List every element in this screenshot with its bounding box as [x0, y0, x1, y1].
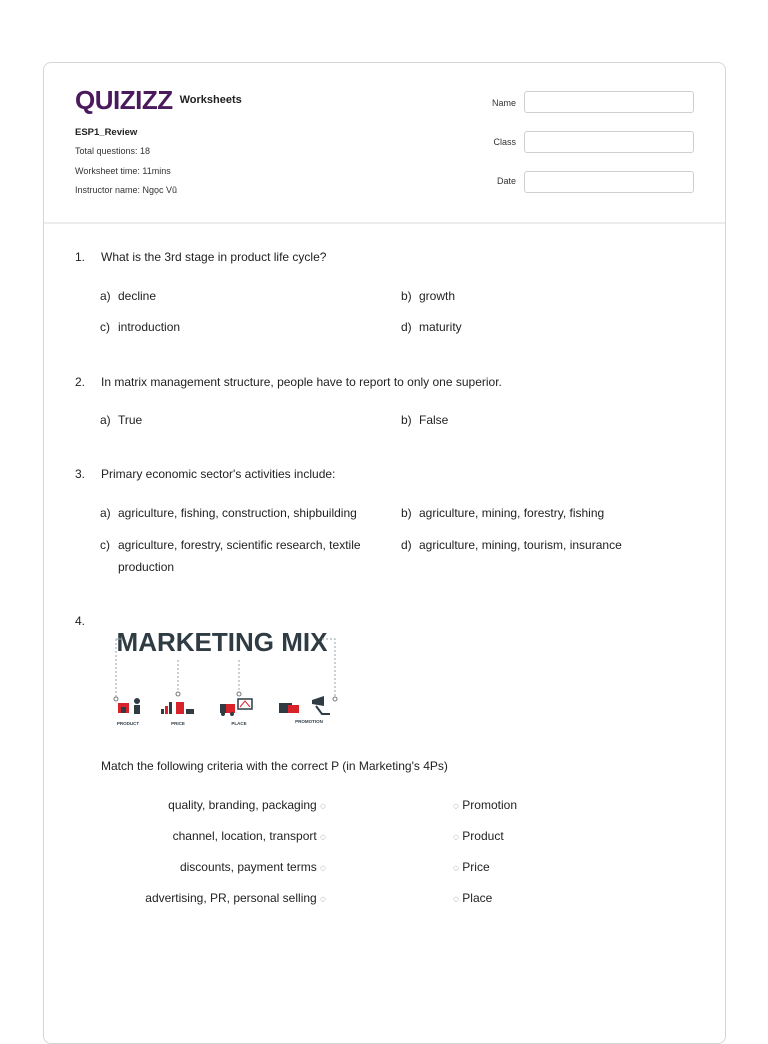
match-dot-icon[interactable]: ◌ — [453, 894, 459, 905]
option-text: decline — [118, 289, 157, 303]
option-text: agriculture, forestry, scientific research, textile production — [118, 538, 361, 574]
match-left-text: quality, branding, packaging — [168, 798, 317, 812]
match-right-1 — [453, 798, 517, 812]
match-left-text: channel, location, transport — [172, 829, 317, 843]
match-right-2 — [453, 829, 504, 843]
image-title: MARKETING MIX — [116, 627, 328, 657]
match-left-1 — [66, 798, 326, 812]
match-right-text: Price — [462, 860, 490, 874]
logo-subtitle: Worksheets — [179, 94, 242, 106]
class-label: Class — [493, 137, 516, 147]
option-letter: a) — [100, 289, 111, 303]
image-label-promotion: PROMOTION — [295, 719, 323, 724]
marketing-mix-image — [102, 610, 342, 736]
question-number: 4. — [75, 614, 86, 628]
total-questions: Total questions: 18 — [75, 146, 151, 156]
match-left-4 — [66, 891, 326, 905]
logo-wordmark: QUIZIZZ — [75, 85, 173, 115]
worksheet-header — [44, 63, 725, 224]
match-right-text: Product — [462, 829, 504, 843]
worksheet-time: Worksheet time: 11mins — [75, 166, 171, 176]
image-label-price: PRICE — [171, 721, 185, 726]
option-letter: b) — [401, 413, 412, 427]
option-letter: b) — [401, 506, 412, 520]
quizizz-logo — [75, 85, 242, 116]
match-right-text: Place — [462, 891, 493, 905]
name-field[interactable] — [524, 91, 694, 113]
match-left-text: discounts, payment terms — [179, 860, 317, 874]
match-dot-icon[interactable]: ◌ — [453, 832, 459, 843]
option-text: agriculture, fishing, construction, shipbuilding — [118, 506, 357, 520]
option-text: growth — [419, 289, 456, 303]
option-text: False — [419, 413, 449, 427]
option-letter: c) — [100, 538, 110, 552]
match-dot-icon[interactable]: ◌ — [453, 863, 459, 874]
match-left-3 — [66, 860, 326, 874]
question-text: What is the 3rd stage in product life cycle? — [101, 250, 327, 264]
option-letter: d) — [401, 320, 412, 334]
image-label-place: PLACE — [231, 721, 247, 726]
match-dot-icon[interactable]: ◌ — [453, 801, 459, 812]
question-number: 3. — [75, 467, 86, 481]
option-text: True — [118, 413, 143, 427]
option-letter: d) — [401, 538, 412, 552]
class-field[interactable] — [524, 131, 694, 153]
option-letter: a) — [100, 506, 111, 520]
date-label: Date — [496, 176, 516, 186]
match-left-text: advertising, PR, personal selling — [145, 891, 317, 905]
date-field[interactable] — [524, 171, 694, 193]
promotion-icon — [279, 696, 330, 714]
instructor-name: Instructor name: Ngọc Vũ — [75, 185, 178, 195]
name-label: Name — [491, 98, 516, 108]
price-icon — [161, 702, 194, 714]
match-dot-icon[interactable]: ◌ — [320, 832, 326, 843]
image-label-product: PRODUCT — [116, 721, 140, 726]
place-icon — [220, 699, 252, 716]
worksheet-title: ESP1_Review — [75, 127, 138, 138]
match-right-text: Promotion — [462, 798, 517, 812]
match-dot-icon[interactable]: ◌ — [320, 894, 326, 905]
option-letter: a) — [100, 413, 111, 427]
option-text: maturity — [419, 320, 462, 334]
option-letter: c) — [100, 320, 110, 334]
match-right-4 — [453, 891, 492, 905]
worksheet-page — [43, 62, 726, 1044]
question-text: Match the following criteria with the correct P (in Marketing's 4Ps) — [101, 759, 448, 773]
question-number: 1. — [75, 250, 86, 264]
question-number: 2. — [75, 375, 86, 389]
option-text: agriculture, mining, forestry, fishing — [419, 506, 605, 520]
product-icon — [118, 698, 140, 714]
match-right-3 — [453, 860, 490, 874]
match-left-2 — [66, 829, 326, 843]
match-dot-icon[interactable]: ◌ — [320, 863, 326, 874]
option-letter: b) — [401, 289, 412, 303]
question-text: Primary economic sector's activities include: — [101, 467, 336, 481]
question-text: In matrix management structure, people have to report to only one superior. — [101, 375, 502, 389]
option-text: agriculture, mining, tourism, insurance — [419, 538, 622, 552]
match-dot-icon[interactable]: ◌ — [320, 801, 326, 812]
option-text: introduction — [118, 320, 181, 334]
